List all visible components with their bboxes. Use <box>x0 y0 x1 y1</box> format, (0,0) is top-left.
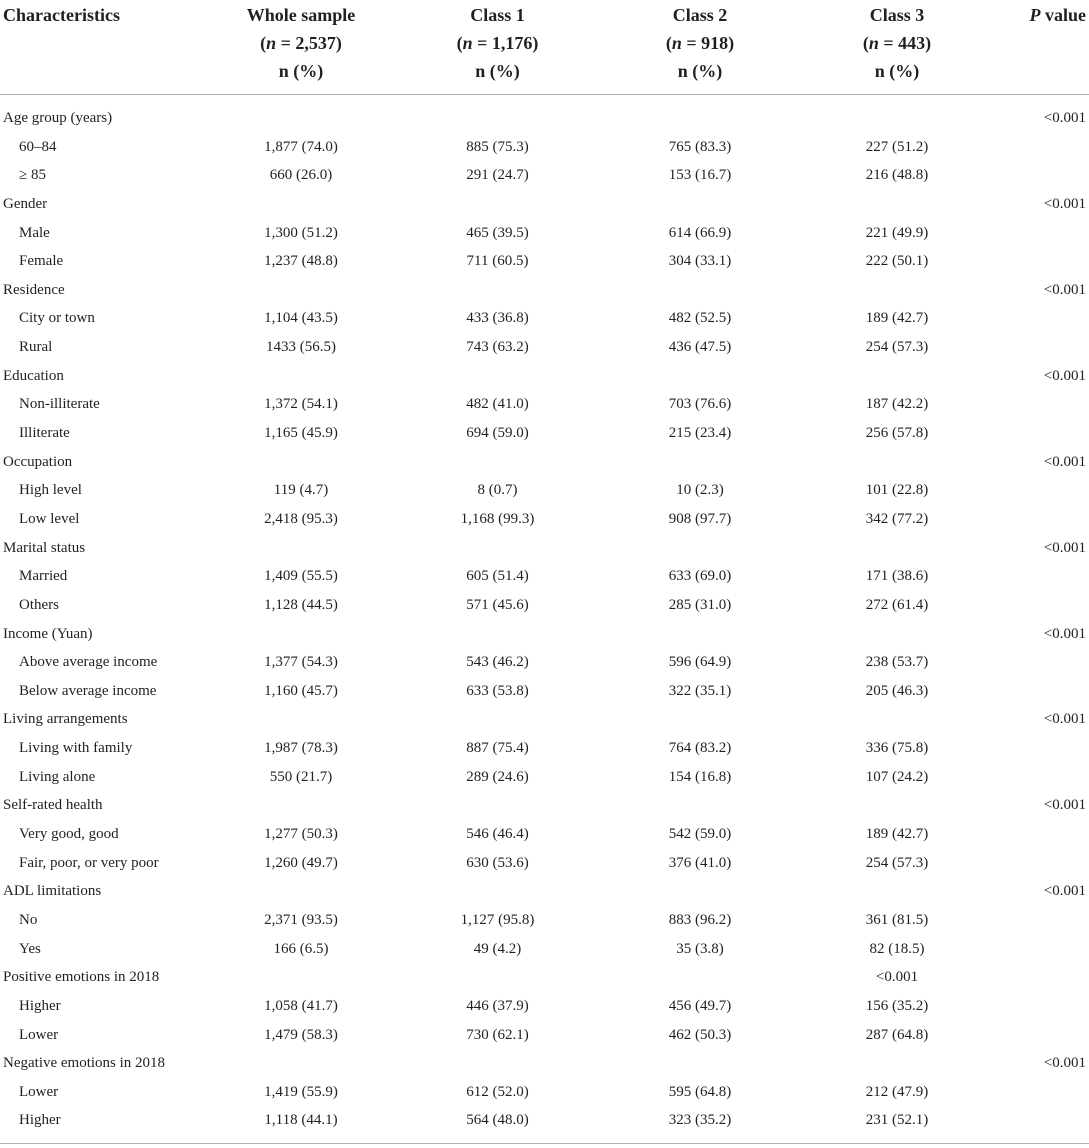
row-label: Gender <box>3 195 48 212</box>
header-characteristics <box>0 1 203 29</box>
cell-whole-sample: 1,377 (54.3) <box>264 654 338 671</box>
table-row <box>0 419 1089 448</box>
header-class3-n-label: n <box>868 33 879 53</box>
cell-class-2: 153 (16.7) <box>668 167 732 184</box>
cell-p-value: <0.001 <box>1043 195 1086 212</box>
cell-class-1: 543 (46.2) <box>466 654 529 671</box>
header-whole-unit: n (%) <box>278 61 324 81</box>
row-label: Living alone <box>19 768 96 785</box>
header-whole-n-label: n <box>266 33 277 53</box>
row-label: Lower <box>19 1026 59 1043</box>
cell-class-3: 227 (51.2) <box>865 138 929 155</box>
table-row <box>0 591 1089 620</box>
header-class2-n: (n = 918) <box>665 33 735 53</box>
row-label: Below average income <box>19 682 157 699</box>
header-whole-title: Whole sample <box>246 5 356 25</box>
cell-class-3: 361 (81.5) <box>865 911 929 928</box>
cell-class-1: 633 (53.8) <box>466 682 529 699</box>
cell-class-3: 101 (22.8) <box>865 482 929 499</box>
table-row <box>0 820 1089 849</box>
cell-class-2: 154 (16.8) <box>668 768 732 785</box>
row-label: Living with family <box>19 740 133 757</box>
row-label: Residence <box>3 281 65 298</box>
table-row <box>0 1021 1089 1050</box>
cell-whole-sample: 1,260 (49.7) <box>264 854 338 871</box>
row-label: Income (Yuan) <box>3 625 93 642</box>
cell-class-2: 703 (76.6) <box>668 396 732 413</box>
cell-whole-sample: 1,300 (51.2) <box>264 224 338 241</box>
row-label: Negative emotions in 2018 <box>3 1055 166 1072</box>
cell-class-3: 212 (47.9) <box>865 1083 929 1100</box>
cell-whole-sample: 2,371 (93.5) <box>264 911 338 928</box>
header-class2-n-label: n <box>671 33 682 53</box>
cell-class-3: 189 (42.7) <box>865 310 929 327</box>
cell-class-2: 322 (35.1) <box>668 682 732 699</box>
cell-whole-sample: 1,419 (55.9) <box>264 1083 338 1100</box>
cell-whole-sample: 1,277 (50.3) <box>264 826 338 843</box>
cell-p-value: <0.001 <box>1043 367 1086 384</box>
cell-class-2: 908 (97.7) <box>668 510 732 527</box>
cell-class-1: 49 (4.2) <box>473 940 522 957</box>
cell-class-1: 465 (39.5) <box>466 224 529 241</box>
header-characteristics-label: Characteristics <box>3 5 120 25</box>
cell-class-2: 215 (23.4) <box>668 425 732 442</box>
cell-class-1: 694 (59.0) <box>466 425 529 442</box>
cell-class-1: 1,127 (95.8) <box>460 911 535 928</box>
cell-class-2: 456 (49.7) <box>668 997 732 1014</box>
cell-whole-sample: 1,877 (74.0) <box>264 138 338 155</box>
cell-class-2: 323 (35.2) <box>668 1112 732 1129</box>
cell-class-1: 571 (45.6) <box>466 596 529 613</box>
header-class2-unit: n (%) <box>677 61 723 81</box>
table-row <box>0 219 1089 248</box>
header-class1-title: Class 1 <box>470 5 525 25</box>
table-row <box>0 763 1089 792</box>
header-whole-n-value: = 2,537 <box>276 33 336 53</box>
header-whole-sample <box>236 1 366 85</box>
cell-class-2: 35 (3.8) <box>676 940 724 957</box>
cell-class-1: 546 (46.4) <box>466 826 529 843</box>
row-label: Male <box>19 224 50 241</box>
header-class-3 <box>832 1 962 85</box>
table-group-row <box>0 963 1089 992</box>
row-label: Living arrangements <box>3 711 128 728</box>
cell-class-2: 462 (50.3) <box>668 1026 732 1043</box>
cell-class-3: 336 (75.8) <box>865 740 929 757</box>
table-row <box>0 1106 1089 1135</box>
cell-class-1: 730 (62.1) <box>466 1026 529 1043</box>
header-p-rest: value <box>1040 5 1086 25</box>
row-label: Higher <box>19 997 61 1014</box>
row-label: ≥ 85 <box>19 167 46 184</box>
row-label: Rural <box>19 339 53 356</box>
cell-class-1: 291 (24.7) <box>466 167 529 184</box>
cell-class-2: 764 (83.2) <box>668 740 732 757</box>
bottom-rule <box>0 1143 1089 1144</box>
cell-class-3: 272 (61.4) <box>865 596 929 613</box>
table-group-row <box>0 620 1089 649</box>
cell-class-1: 289 (24.6) <box>466 768 529 785</box>
cell-class-3: 171 (38.6) <box>865 568 929 585</box>
row-label: Illiterate <box>19 425 70 442</box>
cell-p-value: <0.001 <box>1043 110 1086 126</box>
cell-whole-sample: 1,160 (45.7) <box>264 682 338 699</box>
cell-class-3: 107 (24.2) <box>865 768 929 785</box>
cell-whole-sample: 119 (4.7) <box>273 482 329 499</box>
cell-class-3: 342 (77.2) <box>865 510 929 527</box>
cell-class-3: 205 (46.3) <box>865 682 929 699</box>
table-group-row <box>0 362 1089 391</box>
cell-whole-sample: 1,118 (44.1) <box>264 1112 338 1129</box>
cell-class-2: 482 (52.5) <box>668 310 732 327</box>
cell-class-3: 82 (18.5) <box>869 940 925 957</box>
cell-class-3: 156 (35.2) <box>865 997 929 1014</box>
table-row <box>0 992 1089 1021</box>
cell-whole-sample: 660 (26.0) <box>269 167 333 184</box>
cell-class-3: 187 (42.2) <box>865 396 929 413</box>
cell-class-2: 285 (31.0) <box>668 596 732 613</box>
row-label: Others <box>19 596 59 613</box>
cell-class-2: 304 (33.1) <box>668 253 732 270</box>
table-row <box>0 247 1089 276</box>
row-label: City or town <box>19 310 95 327</box>
table-group-row <box>0 534 1089 563</box>
table-row <box>0 476 1089 505</box>
cell-whole-sample: 1,128 (44.5) <box>264 596 338 613</box>
cell-class-2: 765 (83.3) <box>668 138 732 155</box>
header-class1-n: (n = 1,176) <box>456 33 539 53</box>
cell-class-1: 612 (52.0) <box>466 1083 529 1100</box>
cell-class-3: 222 (50.1) <box>865 253 929 270</box>
row-label: Non-illiterate <box>19 396 100 413</box>
cell-whole-sample: 2,418 (95.3) <box>264 510 338 527</box>
cell-class-1: 8 (0.7) <box>477 482 518 499</box>
cell-p-value: <0.001 <box>1043 625 1086 642</box>
header-class1-n-value: = 1,176 <box>472 33 533 53</box>
cell-whole-sample: 166 (6.5) <box>273 940 329 957</box>
cell-class-2: 595 (64.8) <box>668 1083 732 1100</box>
cell-class-2: 633 (69.0) <box>668 568 732 585</box>
cell-p-value: <0.001 <box>1043 1055 1086 1072</box>
cell-whole-sample: 1,058 (41.7) <box>264 997 338 1014</box>
cell-class-1: 482 (41.0) <box>466 396 529 413</box>
row-label: Female <box>19 253 64 270</box>
header-class2-n-value: = 918 <box>681 33 729 53</box>
cell-class-1: 446 (37.9) <box>466 997 529 1014</box>
cell-class-3: 221 (49.9) <box>865 224 929 241</box>
table-group-row <box>0 791 1089 820</box>
table-row <box>0 505 1089 534</box>
cell-class-3: 238 (53.7) <box>865 654 929 671</box>
row-label: Very good, good <box>19 826 119 843</box>
row-label: Lower <box>19 1083 59 1100</box>
header-class2-title: Class 2 <box>672 5 728 25</box>
cell-p-value: <0.001 <box>1043 797 1086 814</box>
table-row <box>0 849 1089 878</box>
row-label: Fair, poor, or very poor <box>19 854 159 871</box>
header-class3-n: (n = 443) <box>862 33 932 53</box>
row-label: Low level <box>19 510 80 527</box>
cell-class-2: 883 (96.2) <box>668 911 732 928</box>
row-label: Above average income <box>19 654 158 671</box>
cell-whole-sample: 1,987 (78.3) <box>264 740 338 757</box>
row-label: High level <box>19 482 82 499</box>
row-label: Occupation <box>3 453 73 470</box>
table-group-row <box>0 1049 1089 1078</box>
cell-class-1: 743 (63.2) <box>466 339 529 356</box>
cell-class-2: 10 (2.3) <box>676 482 724 499</box>
table-group-row <box>0 190 1089 219</box>
table-row <box>0 906 1089 935</box>
header-class1-unit: n (%) <box>475 61 520 81</box>
cell-whole-sample: 550 (21.7) <box>269 768 333 785</box>
cell-class-2: 436 (47.5) <box>668 339 732 356</box>
header-whole-n: (n = 2,537) <box>260 33 342 53</box>
cell-whole-sample: 1,409 (55.5) <box>264 568 338 585</box>
table-group-row <box>0 276 1089 305</box>
row-label: Education <box>3 367 64 384</box>
cell-class-1: 1,168 (99.3) <box>460 510 535 527</box>
row-label: Positive emotions in 2018 <box>3 969 160 986</box>
table-group-row <box>0 448 1089 477</box>
header-class-2 <box>630 1 770 85</box>
cell-whole-sample: 1,372 (54.1) <box>264 396 338 413</box>
cell-class-3: 216 (48.8) <box>865 167 929 184</box>
table-group-row <box>0 705 1089 734</box>
header-class-1 <box>430 1 565 85</box>
row-label: ADL limitations <box>3 883 102 900</box>
cell-whole-sample: 1,165 (45.9) <box>264 425 338 442</box>
cell-p-value: <0.001 <box>1043 883 1086 900</box>
row-label: Married <box>19 568 68 585</box>
table-header <box>0 0 1089 94</box>
cell-class-2: 542 (59.0) <box>668 826 732 843</box>
table-row <box>0 390 1089 419</box>
table-row <box>0 734 1089 763</box>
cell-class-2: 376 (41.0) <box>668 854 732 871</box>
table-row <box>0 562 1089 591</box>
cell-class-1: 433 (36.8) <box>466 310 529 327</box>
cell-class-2: 596 (64.9) <box>668 654 732 671</box>
cell-whole-sample: 1,479 (58.3) <box>264 1026 338 1043</box>
row-label: Yes <box>19 940 41 957</box>
cell-class-1: 711 (60.5) <box>466 253 529 270</box>
cell-class-1: 605 (51.4) <box>466 568 529 585</box>
header-rule <box>0 94 1089 95</box>
cell-whole-sample: 1,104 (43.5) <box>264 310 338 327</box>
table-row <box>0 648 1089 677</box>
cell-p-value: <0.001 <box>1043 539 1086 556</box>
row-label: Higher <box>19 1112 61 1129</box>
cell-class-2: 614 (66.9) <box>668 224 732 241</box>
cell-class-1: 885 (75.3) <box>466 138 529 155</box>
table-row <box>0 935 1089 964</box>
row-label: No <box>19 911 38 928</box>
table-row <box>0 1078 1089 1107</box>
table-row <box>0 304 1089 333</box>
table-row <box>0 133 1089 162</box>
cell-whole-sample: 1,237 (48.8) <box>264 253 338 270</box>
table-row <box>0 333 1089 362</box>
cell-class-3: <0.001 <box>875 969 919 986</box>
table-body <box>0 104 1089 1135</box>
row-label: 60–84 <box>19 138 57 155</box>
header-class3-n-value: = 443 <box>878 33 926 53</box>
cell-class-3: 254 (57.3) <box>865 854 929 871</box>
cell-p-value: <0.001 <box>1043 711 1086 728</box>
header-p-italic: P <box>1029 5 1041 25</box>
header-class3-unit: n (%) <box>874 61 920 81</box>
cell-p-value: <0.001 <box>1043 453 1086 470</box>
cell-class-1: 630 (53.6) <box>466 854 529 871</box>
header-class3-title: Class 3 <box>869 5 925 25</box>
table-group-row <box>0 104 1089 133</box>
table-row <box>0 161 1089 190</box>
cell-whole-sample: 1433 (56.5) <box>266 339 336 356</box>
row-label: Age group (years) <box>3 110 113 126</box>
table-row <box>0 677 1089 706</box>
cell-class-1: 887 (75.4) <box>466 740 529 757</box>
cell-class-3: 231 (52.1) <box>865 1112 929 1129</box>
cell-class-3: 254 (57.3) <box>865 339 929 356</box>
table-group-row <box>0 877 1089 906</box>
cell-class-3: 287 (64.8) <box>865 1026 929 1043</box>
cell-class-1: 564 (48.0) <box>466 1112 529 1129</box>
row-label: Marital status <box>3 539 86 556</box>
cell-class-3: 256 (57.8) <box>865 425 929 442</box>
header-class1-n-label: n <box>462 33 473 53</box>
cell-p-value: <0.001 <box>1043 281 1086 298</box>
row-label: Self-rated health <box>3 797 103 814</box>
header-p-value <box>1010 1 1086 29</box>
cell-class-3: 189 (42.7) <box>865 826 929 843</box>
